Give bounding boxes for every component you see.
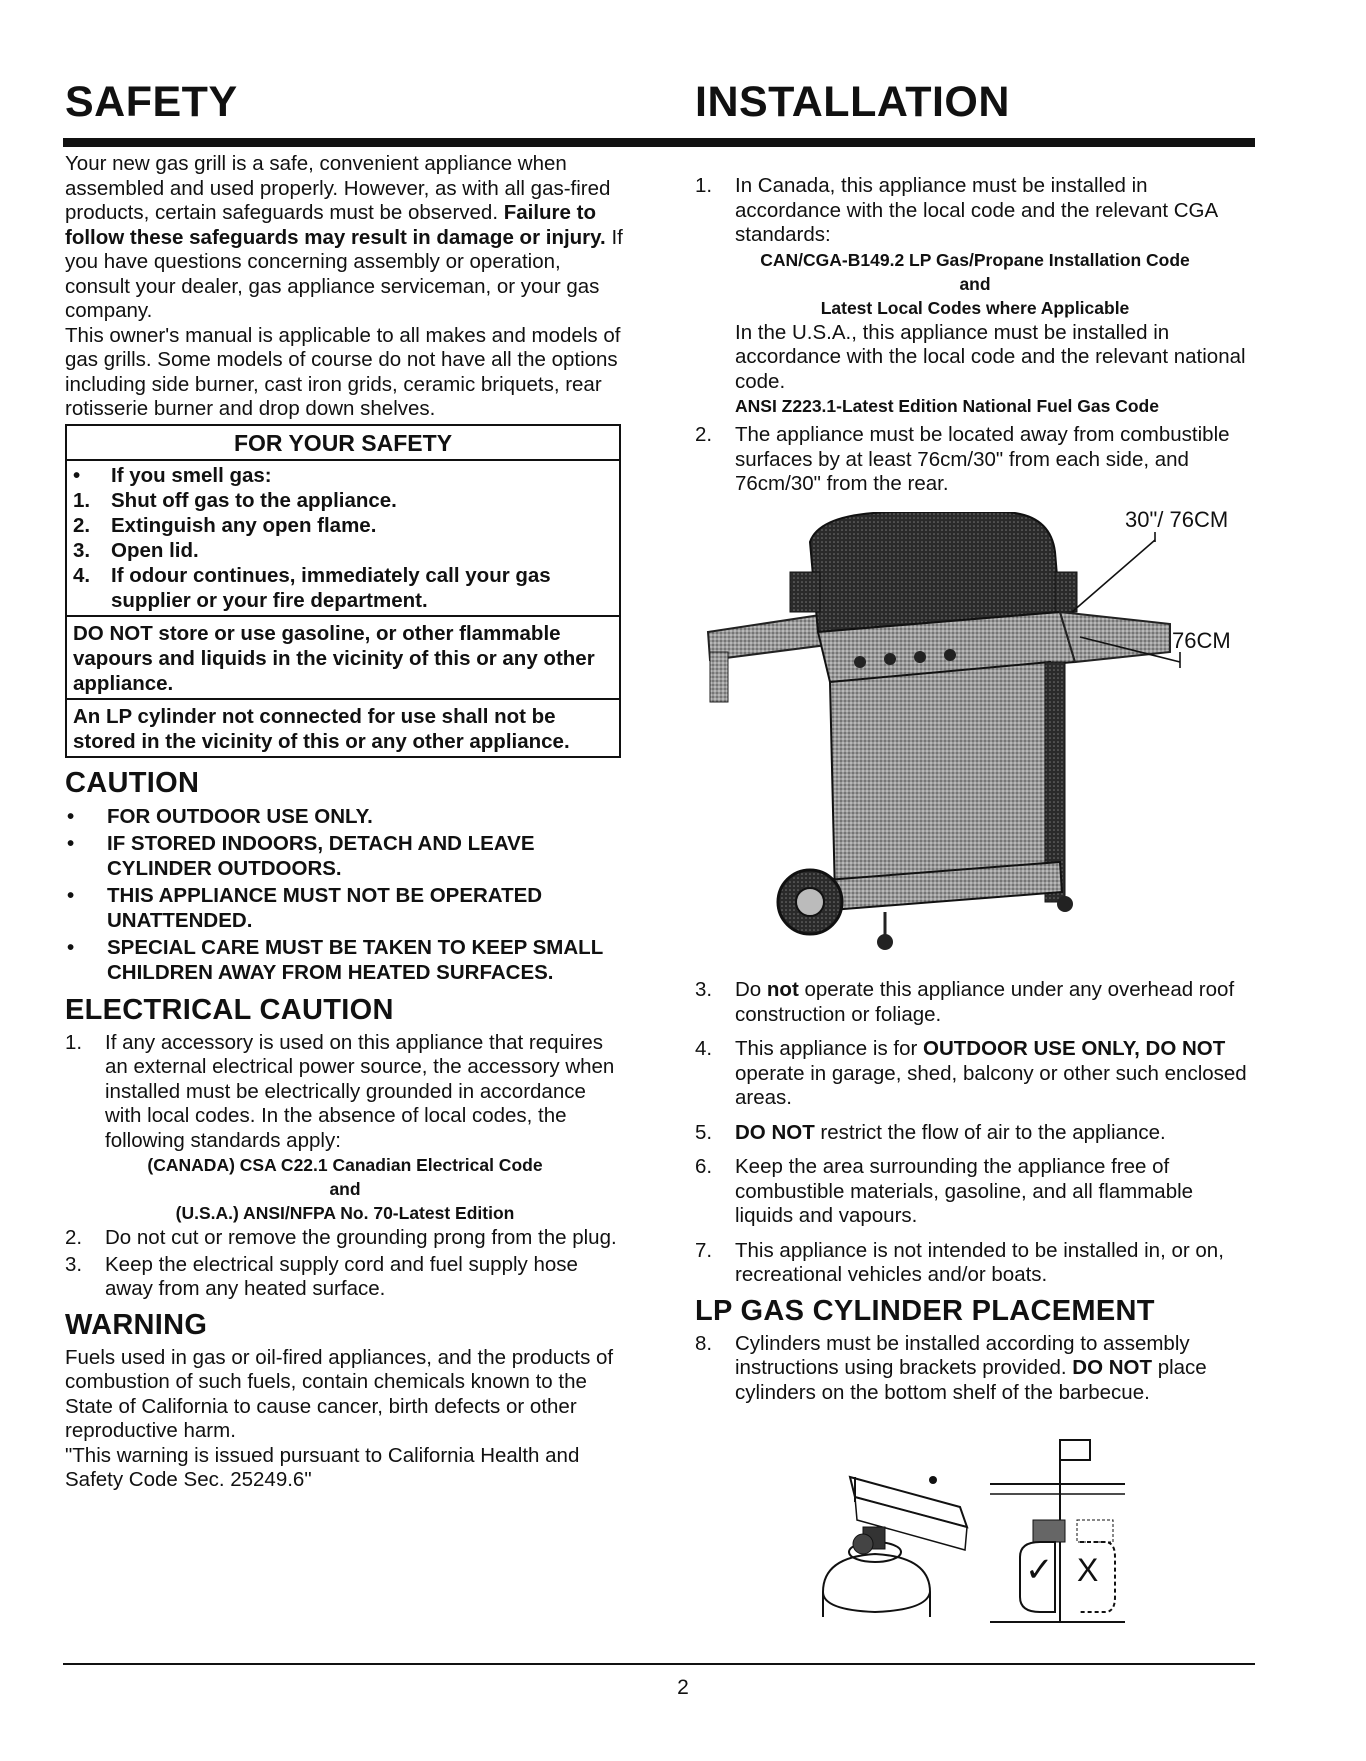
list-marker: 8. (695, 1331, 713, 1355)
side-clearance-label: 30"/ 76CM (1125, 507, 1229, 532)
item-text: restrict the flow of air to the appliance. (814, 1120, 1166, 1144)
list-item (65, 804, 625, 829)
item-bold: not (766, 978, 799, 1001)
safety-step-text: If you smell gas: (111, 463, 272, 487)
safety-step-text: Open lid. (111, 538, 199, 562)
list-item (73, 513, 613, 538)
rear-clearance-label: 76CM (1172, 628, 1231, 653)
list-item (695, 174, 1255, 419)
item-text: place cylinders on the bottom shelf of the barbecue. (735, 1356, 1207, 1404)
item-bold: DO NOT (1072, 1356, 1152, 1379)
canada-electrical-code: (CANADA) CSA C22.1 Canadian Electrical Code (147, 1155, 543, 1175)
warning-heading: WARNING (65, 1308, 208, 1341)
list-item-body (735, 1121, 1255, 1146)
ansi-code: ANSI Z223.1-Latest Edition National Fuel Gas Code (735, 396, 1159, 416)
gas-smell-steps (67, 459, 619, 615)
installation-list-bottom (695, 978, 1255, 1288)
for-your-safety-box (65, 424, 621, 758)
caution-item-text: SPECIAL CARE MUST BE TAKEN TO KEEP SMALL CHILDREN AWAY FROM HEATED SURFACES. (107, 935, 603, 984)
usa-install-text: In the U.S.A., this appliance must be installed in accordance with the local code and the relevant national code. (735, 320, 1246, 393)
caution-item-text: THIS APPLIANCE MUST NOT BE OPERATED UNATTENDED. (107, 883, 543, 932)
list-marker: 4. (73, 563, 91, 587)
not-allowed-cross-icon: X (1077, 1552, 1099, 1588)
page-number: 2 (677, 1676, 689, 1699)
top-rule (63, 138, 1255, 147)
list-item (73, 488, 613, 513)
cga-code: CAN/CGA-B149.2 LP Gas/Propane Installation Code (760, 249, 1190, 270)
cylinder-placement-figure (815, 1432, 1135, 1632)
list-marker: 3. (65, 1252, 83, 1276)
clearance-text: The appliance must be located away from combustible surfaces by at least 76cm/30" from each side, and 76cm/30" from the rear. (735, 423, 1230, 495)
caution-heading: CAUTION (65, 766, 200, 799)
lp-cylinder-list (695, 1332, 1255, 1406)
list-item-body (735, 1037, 1255, 1111)
bullet-icon: • (67, 804, 75, 828)
list-item (695, 1332, 1255, 1406)
safety-step-text: If odour continues, immediately call your gas supplier or your fire department. (111, 563, 551, 612)
list-marker: 1. (65, 1030, 83, 1054)
list-item-body (735, 978, 1255, 1027)
bullet-icon: • (67, 831, 75, 855)
list-item (65, 1226, 625, 1251)
intro-text: Your new gas grill is a safe, convenient appliance when assembled and used properly. However, as with all gas-fired products, certain safeguards must be observed. (65, 152, 611, 224)
intro-text-cont: If you have questions concerning assembly or operation, consult your dealer, gas appliance serviceman, or your gas company. (65, 225, 623, 322)
bullet-icon: • (67, 935, 75, 959)
list-item (695, 423, 1255, 497)
list-item (73, 563, 613, 613)
item-text: Cylinders must be installed according to assembly instructions using brackets provided. (735, 1331, 1190, 1379)
intro-bold-warning: Failure to follow these safeguards may result in damage or injury. (65, 201, 606, 249)
list-marker: 1. (73, 488, 91, 512)
list-marker: 3. (695, 978, 713, 1001)
list-item-body (105, 1031, 625, 1227)
list-marker: 2. (695, 423, 713, 446)
lp-cylinder-warning: An LP cylinder not connected for use shall not be stored in the vicinity of this or any other appliance. (67, 698, 619, 756)
caution-item-text: FOR OUTDOOR USE ONLY. (107, 804, 373, 828)
grill-clearance-figure (700, 507, 1260, 962)
code-and: and (329, 1179, 361, 1199)
safety-step-text: Extinguish any open flame. (111, 513, 377, 537)
caution-list (65, 804, 625, 985)
list-marker: 5. (695, 1120, 713, 1144)
prop65-citation: "This warning is issued pursuant to California Health and Safety Code Sec. 25249.6" (65, 1443, 580, 1491)
manual-applicability: This owner's manual is applicable to all makes and models of gas grills. Some models of course do not have all the options including side burner, cast iron grids, ceramic briquets, rear rotisserie burner and drop down shelves. (65, 323, 621, 420)
list-item (65, 1031, 625, 1227)
electrical-item-text: Keep the electrical supply cord and fuel supply hose away from any heated surface. (105, 1252, 578, 1300)
safety-column (65, 152, 625, 1493)
item-text: This appliance is for (735, 1037, 924, 1060)
canada-install-text: In Canada, this appliance must be installed in accordance with the local code and the relevant CGA standards: (735, 174, 1218, 246)
list-item (65, 831, 625, 881)
item-text: operate this appliance under any overhead roof construction or foliage. (735, 978, 1235, 1026)
item-text: Keep the area surrounding the appliance free of combustible materials, gasoline, and all flammable liquids and vapours. (735, 1155, 1194, 1227)
allowed-check-icon: ✓ (1025, 1551, 1054, 1589)
gas-smell-list (73, 463, 613, 613)
usa-electrical-code: (U.S.A.) ANSI/NFPA No. 70-Latest Edition (175, 1203, 515, 1223)
gasoline-warning: DO NOT store or use gasoline, or other flammable vapours and liquids in the vicinity of this or any other appliance. (67, 615, 619, 698)
electrical-item-text: If any accessory is used on this appliance that requires an external electrical power source, the accessory when installed must be electrically grounded in accordance with local codes. In the absence of local codes, the following standards apply: (105, 1030, 615, 1152)
item-text: Do (735, 978, 767, 1001)
list-item (695, 1239, 1255, 1288)
code-and: and (959, 273, 991, 294)
list-marker: 6. (695, 1155, 713, 1178)
list-marker: 3. (73, 538, 91, 562)
list-marker: 1. (695, 174, 713, 197)
list-marker: 2. (73, 513, 91, 537)
item-text: This appliance is not intended to be installed in, or on, recreational vehicles and/or boats. (735, 1238, 1224, 1286)
item-bold: DO NOT (735, 1120, 815, 1144)
electrical-caution-list (65, 1031, 625, 1302)
list-item (65, 883, 625, 933)
list-marker: 4. (695, 1037, 713, 1060)
electrical-item-text: Do not cut or remove the grounding prong from the plug. (105, 1226, 617, 1249)
list-item-body (735, 1332, 1255, 1406)
safety-box-title: FOR YOUR SAFETY (233, 429, 453, 456)
list-item (65, 1253, 625, 1302)
list-marker: • (73, 463, 81, 487)
list-item (695, 1121, 1255, 1146)
electrical-caution-heading: ELECTRICAL CAUTION (65, 993, 394, 1026)
installation-list-top (695, 174, 1255, 497)
lp-cylinder-heading: LP GAS CYLINDER PLACEMENT (695, 1294, 1155, 1327)
list-item-body (735, 174, 1255, 419)
item-text: operate in garage, shed, balcony or other such enclosed areas. (735, 1061, 1247, 1109)
list-item (73, 463, 613, 488)
bottom-rule (63, 1663, 1255, 1665)
installation-column-cont (695, 978, 1255, 1411)
safety-step-text: Shut off gas to the appliance. (111, 488, 397, 512)
safety-heading: SAFETY (65, 78, 238, 126)
list-item (695, 1037, 1255, 1111)
local-codes: Latest Local Codes where Applicable (820, 297, 1130, 318)
item-bold: OUTDOOR USE ONLY, DO NOT (923, 1037, 1226, 1060)
grill-illustration (700, 512, 1260, 962)
list-item (65, 935, 625, 985)
list-item (73, 538, 613, 563)
intro-paragraph (65, 152, 625, 324)
list-marker: 2. (65, 1226, 83, 1249)
bullet-icon: • (67, 883, 75, 907)
list-marker: 7. (695, 1238, 713, 1262)
list-item (695, 1155, 1255, 1229)
list-item (695, 978, 1255, 1027)
caution-item-text: IF STORED INDOORS, DETACH AND LEAVE CYLINDER OUTDOORS. (107, 831, 535, 880)
installation-column (695, 174, 1255, 503)
cylinder-illustration (815, 1432, 1135, 1632)
prop65-warning: Fuels used in gas or oil-fired appliances, and the products of combustion of such fuels, contain chemicals known to the State of California to cause cancer, birth defects or other reproductive harm. (65, 1345, 614, 1442)
installation-heading: INSTALLATION (695, 78, 1010, 126)
